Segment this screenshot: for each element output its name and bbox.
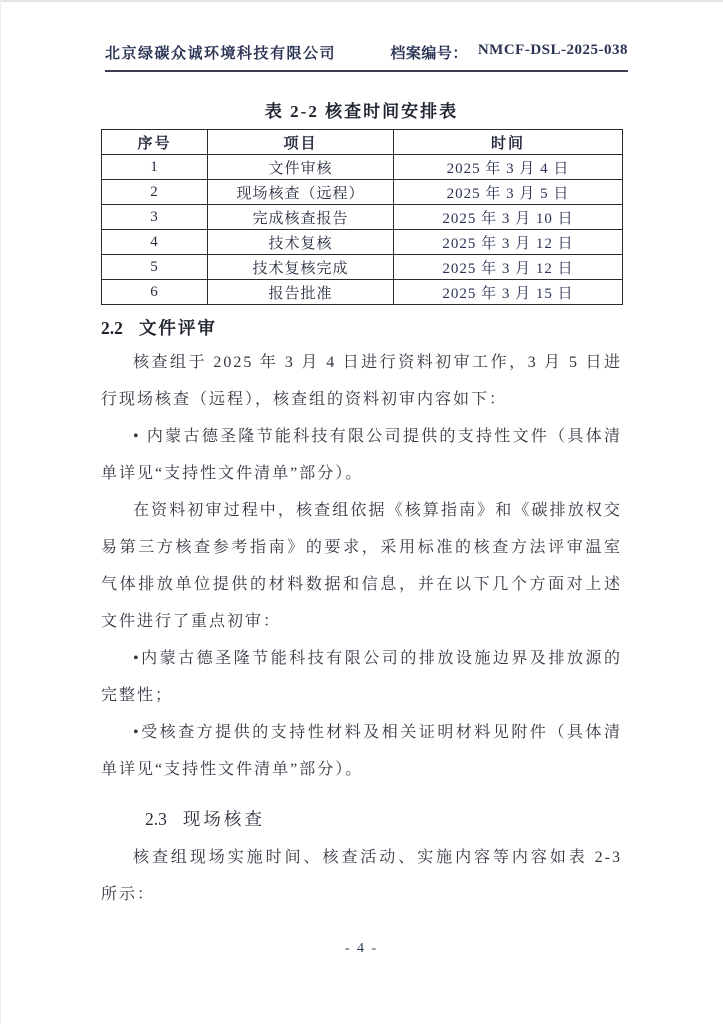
cell-seq: 6 [102,280,208,305]
table-row [102,180,623,205]
cell-time: 2025 年 3 月 4 日 [394,155,623,180]
cell-seq: 4 [102,230,208,255]
archive-number: NMCF-DSL-2025-038 [477,42,628,58]
cell-time: 2025 年 3 月 5 日 [394,180,623,205]
cell-seq: 2 [102,180,208,205]
section-title: 现场核查 [182,809,265,829]
cell-item: 技术复核完成 [208,255,394,280]
section-number: 2.2 [101,318,123,338]
company-name: 北京绿碳众诚环境科技有限公司 [105,46,337,62]
scan-artifact-top [0,0,723,2]
archive-number-block [390,42,628,63]
paragraph: 在资料初审过程中，核查组依据《核算指南》和《碳排放权交易第三方核查参考指南》的要求，采用标准的核查方法评审温室气体排放单位提供的材料数据和信息，并在以下几个方面对上述文件进行了重点初审： [101,502,622,630]
col-header-seq: 序号 [102,130,208,155]
table-row [102,230,623,255]
page-number: - 4 - [344,941,379,956]
cell-item: 现场核查（远程） [208,180,394,205]
paragraph: 核查组现场实施时间、核查活动、实施内容等内容如表 2-3 所示： [101,849,622,903]
cell-time: 2025 年 3 月 10 日 [394,205,623,230]
table-row [102,255,623,280]
archive-label: 档案编号： [390,46,468,62]
col-header-time: 时间 [394,130,623,155]
cell-item: 文件审核 [208,155,394,180]
table-row [102,280,623,305]
scan-artifact-left [0,0,1,1024]
section-heading-2-2 [101,315,622,340]
bullet-item: •内蒙古德圣隆节能科技有限公司的排放设施边界及排放源的完整性； [101,650,622,704]
cell-seq: 3 [102,205,208,230]
cell-time: 2025 年 3 月 15 日 [394,280,623,305]
schedule-table [101,129,623,305]
table-caption: 表 2-2 核查时间安排表 [264,102,459,121]
cell-item: 报告批准 [208,280,394,305]
cell-seq: 1 [102,155,208,180]
table-row [102,205,623,230]
page-footer [0,941,723,957]
cell-item: 技术复核 [208,230,394,255]
col-header-item: 项目 [208,130,394,155]
bullet-item: •受核查方提供的支持性材料及相关证明材料见附件（具体清单详见“支持性文件清单”部分）。 [101,724,622,778]
cell-time: 2025 年 3 月 12 日 [394,230,623,255]
section-heading-2-3 [145,806,622,831]
cell-seq: 5 [102,255,208,280]
section-title: 文件评审 [138,318,217,338]
cell-item: 完成核查报告 [208,205,394,230]
paragraph: 核查组于 2025 年 3 月 4 日进行资料初审工作，3 月 5 日进行现场核查（远程），核查组的资料初审内容如下： [101,354,622,408]
table-header-row [102,130,623,155]
table-row [102,155,623,180]
cell-time: 2025 年 3 月 12 日 [394,255,623,280]
bullet-item: • 内蒙古德圣隆节能科技有限公司提供的支持性文件（具体清单详见“支持性文件清单”部分）。 [101,428,622,482]
document-body [101,97,622,913]
section-number: 2.3 [145,809,167,829]
page-header [105,42,628,72]
